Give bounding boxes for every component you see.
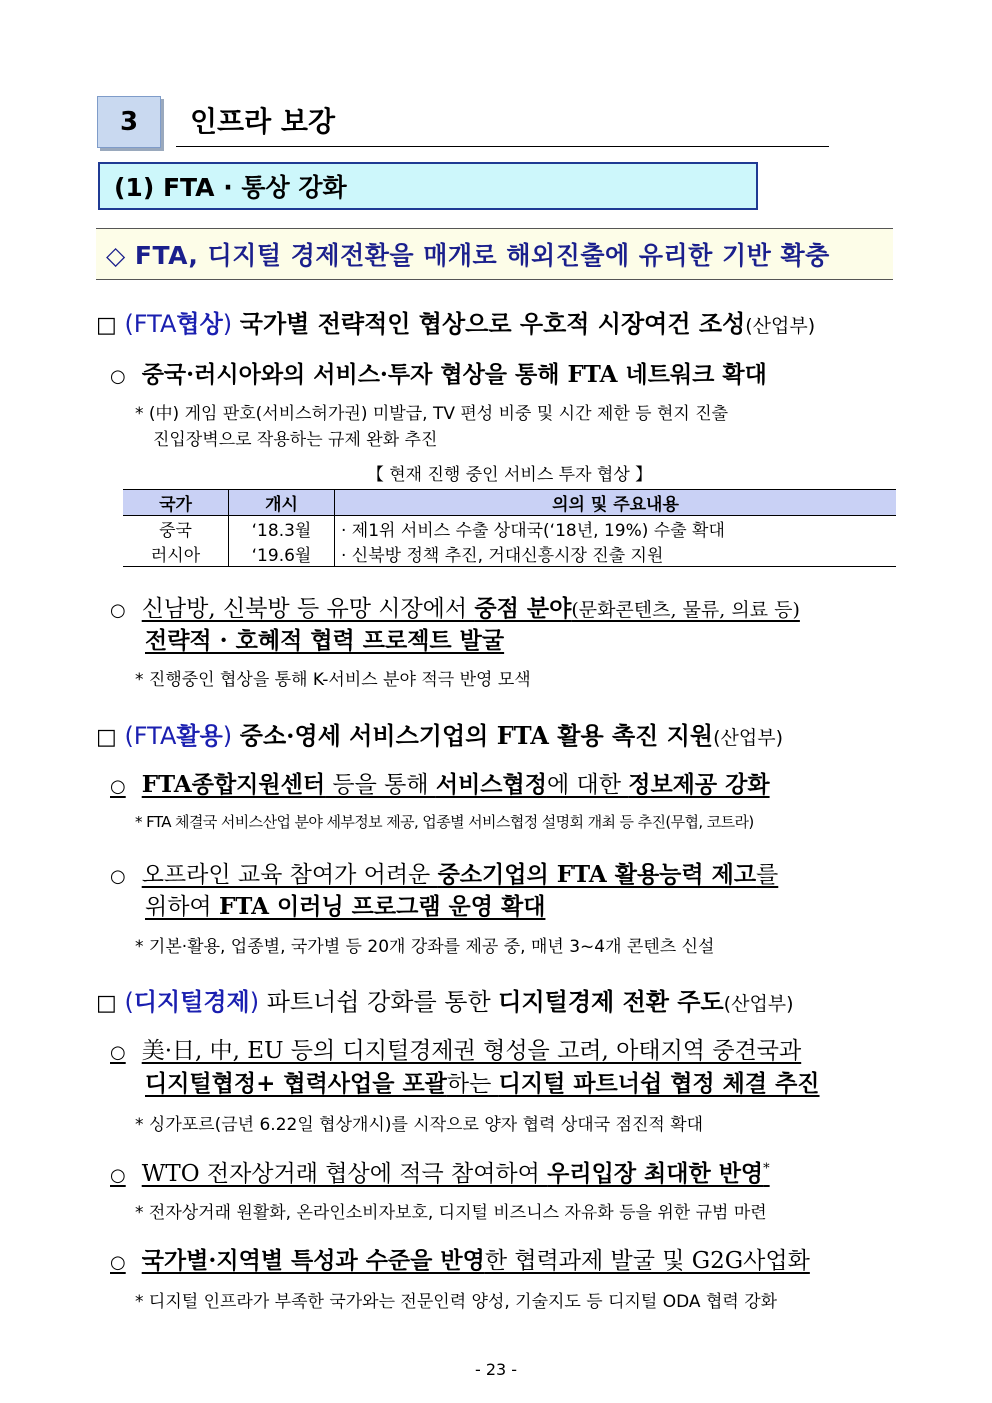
bullet-circle: ○ xyxy=(110,776,126,797)
bullet-circle: ○ xyxy=(110,366,126,387)
point-text: 를 xyxy=(756,862,779,888)
point-text: 오프라인 교육 참여가 어려운 xyxy=(141,862,438,888)
tag-bold: 디지털경제 xyxy=(133,988,250,1016)
note-digital-3: * 디지털 인프라가 부족한 국가와는 전문인력 양성, 기술지도 등 디지털 ODA 협력 강화 xyxy=(135,1292,778,1312)
point-text-bold: 디지털협정+ 협력사업을 포괄 xyxy=(145,1070,447,1097)
ministry-label: (산업부) xyxy=(713,727,783,749)
bullet-circle: ○ xyxy=(110,1252,126,1273)
section-number: 3 xyxy=(97,96,161,148)
point-text-bold: 국가별·지역별 특성과 수준을 반영 xyxy=(141,1247,485,1274)
point-text-bold: 디지털 파트너쉽 협정 체결 추진 xyxy=(498,1070,820,1097)
point-text: 美·日, 中, EU 등의 디지털경제권 형성을 고려, 아태지역 중견국과 xyxy=(141,1038,802,1064)
point-text: 에 대한 xyxy=(546,772,629,798)
footnote-marker: * xyxy=(763,1161,770,1177)
point-digital-1-cont xyxy=(145,1065,820,1098)
bullet-circle: ○ xyxy=(110,866,126,887)
checkbox-glyph: □ xyxy=(96,991,117,1016)
bullet-circle: ○ xyxy=(110,1042,126,1063)
heading-fta-use xyxy=(96,716,783,751)
point-fta-use-2 xyxy=(110,856,778,889)
note-fta-use-1: * FTA 체결국 서비스산업 분야 세부정보 제공, 업종별 서비스협정 설명회 개최 등 추진(무협, 코트라) xyxy=(135,813,754,831)
heading-text: 국가별 전략적인 협상으로 우호적 시장여건 조성 xyxy=(239,309,746,338)
point-text: 중국·러시아와의 서비스·투자 협상을 통해 FTA 네트워크 확대 xyxy=(141,361,767,388)
heading-text: 중소·영세 서비스기업의 FTA 활용 촉진 지원 xyxy=(239,721,714,750)
table-cell: 러시아 xyxy=(123,541,229,567)
tag-bold: 활용 xyxy=(176,722,223,750)
point-text-bold: 정보제공 강화 xyxy=(628,771,770,798)
tag-close: ) xyxy=(222,310,233,338)
point-text: 등을 통해 xyxy=(325,772,436,798)
point-text: 신남방, 신북방 등 유망 시장에서 xyxy=(141,596,475,622)
point-fta-neg-2 xyxy=(110,590,800,623)
point-text-bold: 서비스협정 xyxy=(435,771,547,798)
tag-close: ) xyxy=(222,722,233,750)
table-header-start: 개시 xyxy=(229,490,335,516)
ministry-label: (산업부) xyxy=(723,993,794,1015)
point-text: 하는 xyxy=(446,1071,499,1097)
point-text-bold: FTA종합지원센터 xyxy=(141,771,326,798)
section-divider xyxy=(176,146,829,147)
note-digital-2: * 전자상거래 원활화, 온라인소비자보호, 디지털 비즈니스 자유화 등을 위한 규범 마련 xyxy=(135,1203,767,1223)
point-text-bold: FTA 이러닝 프로그램 운영 확대 xyxy=(218,893,546,920)
subsection-title-text: (1) FTA · 통상 강화 xyxy=(114,173,347,202)
note-fta-use-2: * 기본·활용, 업종별, 국가별 등 20개 강좌를 제공 중, 매년 3~4개 콘텐츠 신설 xyxy=(135,937,715,957)
point-text: WTO 전자상거래 협상에 적극 참여하여 xyxy=(141,1161,548,1187)
subsection-title xyxy=(98,162,758,210)
table-row xyxy=(123,541,896,567)
table-cell: 중국 xyxy=(159,521,192,541)
tag-open: (FTA xyxy=(124,722,177,750)
goal-banner xyxy=(96,228,893,280)
point-fta-neg-2-cont: 전략적 · 호혜적 협력 프로젝트 발굴 xyxy=(145,627,505,654)
ministry-label: (산업부) xyxy=(745,315,816,337)
tag-bold: 협상 xyxy=(176,310,223,338)
table-row xyxy=(123,516,896,542)
point-text: 위하여 xyxy=(145,894,219,920)
checkbox-glyph: □ xyxy=(96,313,117,338)
heading-digital xyxy=(96,982,794,1017)
point-digital-1 xyxy=(110,1032,801,1065)
table-cell: ‘18.3월 xyxy=(229,516,335,542)
bullet-circle: ○ xyxy=(110,600,126,621)
table-cell: ‘19.6월 xyxy=(229,541,335,567)
point-text-paren: (문화콘텐츠, 물류, 의료 등) xyxy=(571,599,800,621)
table-header-country: 국가 xyxy=(123,490,229,516)
point-text-bold: 우리입장 최대한 반영 xyxy=(547,1160,764,1187)
table-caption: 【 현재 진행 중인 서비스 투자 협상 】 xyxy=(366,465,653,485)
goal-text: ◇ FTA, 디지털 경제전환을 매개로 해외진출에 유리한 기반 확충 xyxy=(106,241,830,270)
heading-text-bold: 디지털경제 전환 주도 xyxy=(498,987,724,1016)
section-title: 인프라 보강 xyxy=(190,105,335,138)
point-fta-use-1 xyxy=(110,766,770,799)
bullet-circle: ○ xyxy=(110,1165,126,1186)
note-fta-neg-2: * 진행중인 협상을 통해 K-서비스 분야 적극 반영 모색 xyxy=(135,670,531,690)
heading-text: 파트너쉽 강화를 통한 xyxy=(266,988,499,1016)
checkbox-glyph: □ xyxy=(96,725,117,750)
point-text: 한 협력과제 발굴 및 G2G사업화 xyxy=(484,1248,810,1274)
point-fta-neg-1 xyxy=(110,356,767,389)
tag-open: ( xyxy=(124,988,134,1016)
table-cell: · 제1위 서비스 수출 상대국(‘18년, 19%) 수출 확대 xyxy=(335,516,897,542)
note-digital-1: * 싱가포르(금년 6.22일 협상개시)를 시작으로 양자 협력 상대국 점진적 확대 xyxy=(135,1115,704,1135)
heading-fta-negotiation xyxy=(96,304,815,339)
table-cell: · 신북방 정책 추진, 거대신흥시장 진출 지원 xyxy=(335,541,897,567)
negotiation-table xyxy=(123,489,896,567)
table-header-row xyxy=(123,490,896,516)
point-text-bold: 중점 분야 xyxy=(474,595,572,622)
note-fta-neg-1a: * (中) 게임 판호(서비스허가권) 미발급, TV 편성 비중 및 시간 제한 등 현지 진출 xyxy=(135,404,729,424)
point-digital-2 xyxy=(110,1155,770,1188)
point-text-bold: 중소기업의 FTA 활용능력 제고 xyxy=(437,861,757,888)
page-number: - 23 - xyxy=(474,1360,518,1379)
tag-open: (FTA xyxy=(124,310,177,338)
table-header-content: 의의 및 주요내용 xyxy=(335,490,897,516)
point-digital-3 xyxy=(110,1242,810,1275)
tag-close: ) xyxy=(249,988,260,1016)
note-fta-neg-1b: 진입장벽으로 작용하는 규제 완화 추진 xyxy=(153,430,438,450)
point-fta-use-2-cont xyxy=(145,888,545,921)
